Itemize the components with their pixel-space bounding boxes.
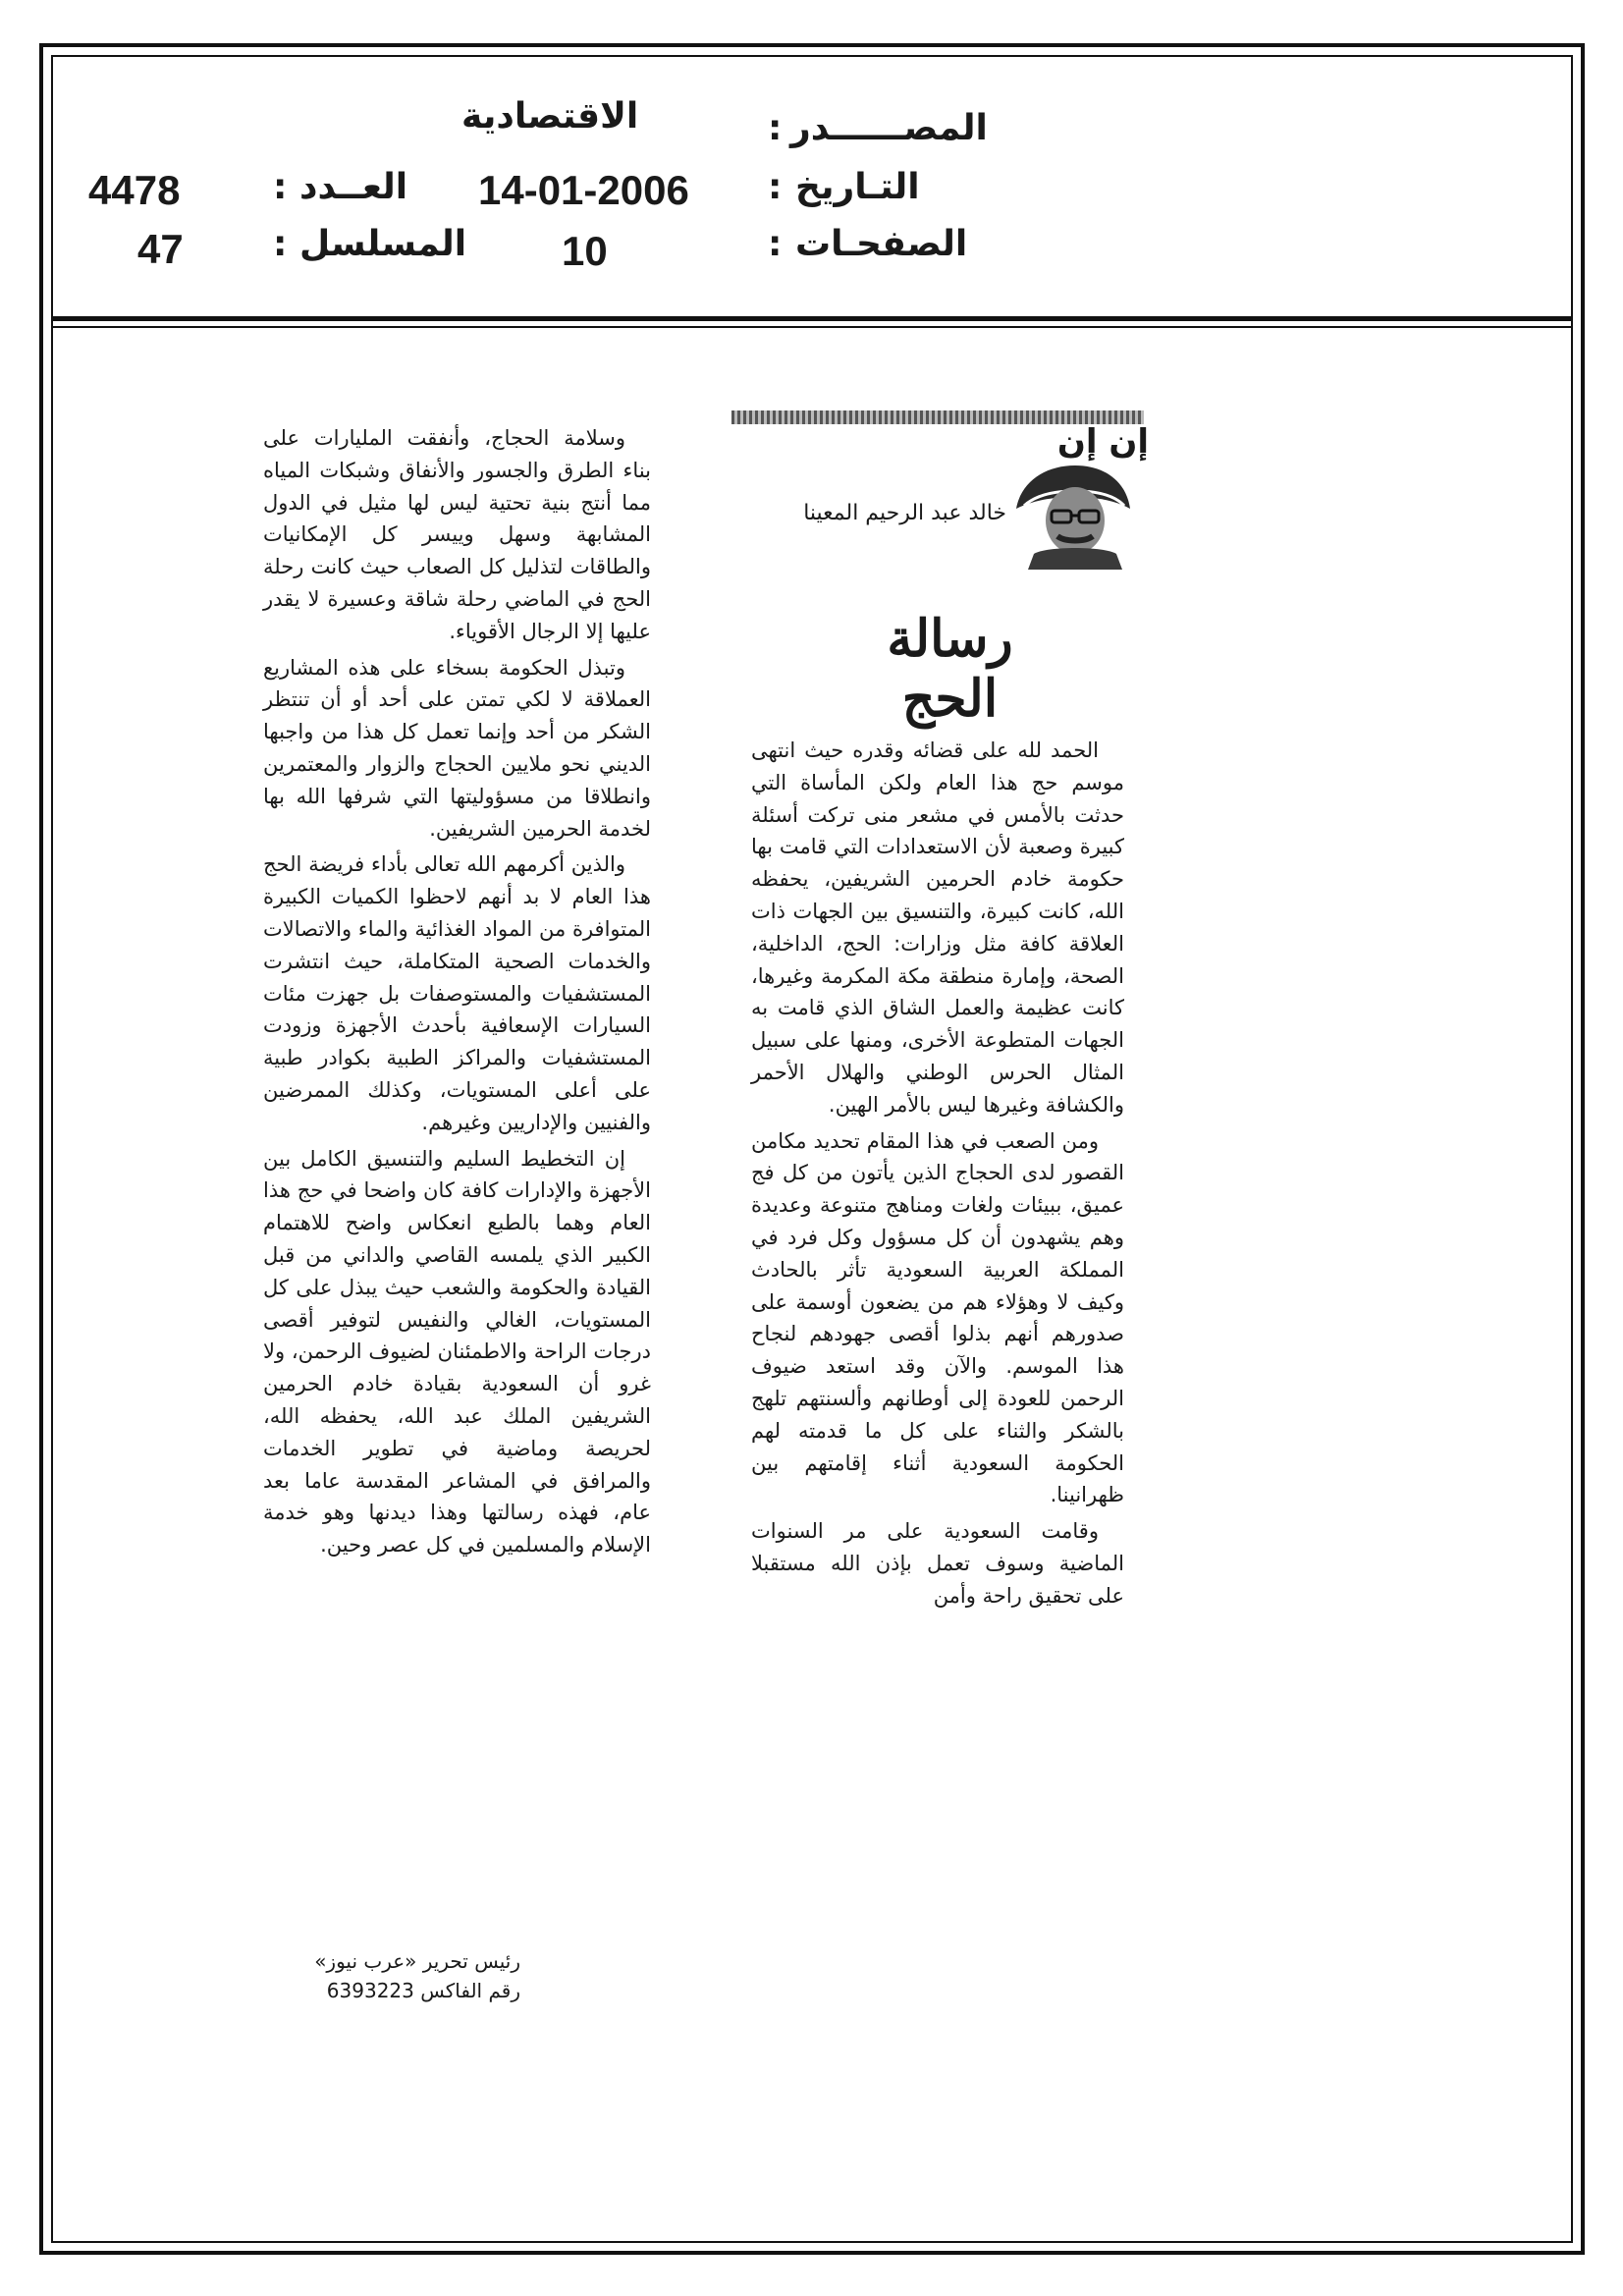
header-divider (51, 316, 1573, 321)
source-colon: : (768, 108, 783, 148)
paragraph: ومن الصعب في هذا المقام تحديد مكامن القصور لدى الحجاج الذين يأتون من كل فج عميق، ببيئات ولغات ومناهج متنوعة وعديدة وهم يشهدون أن كل مسؤول وكل فرد في المملكة العربية السعودية تأثر بالحادث وكيف لا وهؤلاء هم من يضعون أوسمة على صدورهم أنهم بذلوا أقصى جهودهم لنجاح هذا الموسم. والآن وقد استعد ضيوف الرحمن للعودة إلى أوطانهم وألسنتهم تلهج بالشكر والثناء على كل ما قدمته لهم الحكومة السعودية أثناء إقامتهم بين ظهرانينا. (751, 1128, 1124, 1507)
paragraph: إن التخطيط السليم والتنسيق الكامل بين الأجهزة والإدارات كافة كان واضحا في حج هذا العام وهما بالطبع انعكاس واضح للاهتمام الكبير الذي يلمسه القاصي والداني من قبل القيادة والحكومة والشعب حيث يبذل على كل المستويات، الغالي والنفيس لتوفير أقصى درجات الراحة والاطمئنان لضيوف الرحمن، ولا غرو أن السعودية بقيادة خادم الحرمين الشريفين الملك عبد الله، يحفظه الله، لحريصة وماضية في تطوير الخدمات والمرافق في المشاعر المقدسة عاما بعد عام، فهذه رسالتها وهذا ديدنها وهو خدمة الإسلام والمسلمين في كل عصر وحين. (263, 1146, 651, 1558)
source-label: المصــــــدر (790, 108, 988, 148)
author-title: رئيس تحرير «عرب نيوز» (314, 1949, 520, 1973)
column-kicker: إن إن (1056, 422, 1149, 462)
pages-label: الصفحـات (795, 224, 968, 264)
serial-value: 47 (137, 226, 184, 272)
date-colon: : (768, 167, 783, 207)
issue-label: العــدد (299, 167, 408, 207)
author-byline: خالد عبد الرحيم المعينا (803, 501, 1006, 525)
source-value: الاقتصادية (461, 96, 639, 137)
issue-value: 4478 (88, 167, 181, 213)
paragraph: وسلامة الحجاج، وأنفقت المليارات على بناء الطرق والجسور والأنفاق وشبكات المياه مما أنتج بنية تحتية ليس لها مثيل في الدول المشابهة وسهل وييسر كل الإمكانيات والطاقات لتذليل كل الصعاب حيث كانت رحلة الحج في الماضي رحلة شاقة وعسيرة لا يقدر عليها إلا الرجال الأقوياء. (263, 426, 651, 643)
date-value: 14-01-2006 (478, 167, 689, 213)
paragraph: وتبذل الحكومة بسخاء على هذه المشاريع العملاقة لا لكي تمتن على أحد أو أن تنتظر الشكر من أحد وإنما تعمل كل هذا من واجبها الديني نحو ملايين الحجاج والزوار والمعتمرين وانطلاقا من مسؤوليتها التي شرفها الله بها لخدمة الحرمين الشريفين. (263, 655, 651, 841)
issue-colon: : (273, 167, 288, 207)
date-label: التـاريخ (795, 167, 920, 207)
fax-number: رقم الفاكس 6393223 (326, 1979, 520, 2002)
paragraph: وقامت السعودية على مر السنوات الماضية وسوف تعمل بإذن الله مستقبلا على تحقيق راحة وأمن (751, 1519, 1124, 1608)
paragraph: الحمد لله على قضائه وقدره حيث انتهى موسم حج هذا العام ولكن المأساة التي حدثت بالأمس في مشعر منى تركت أسئلة كبيرة وصعبة لأن الاستعدادات التي قامت بها حكومة خادم الحرمين الشريفين، يحفظه الله، كانت كبيرة، والتنسيق بين الجهات ذات العلاقة كافة مثل وزارات: الحج، الداخلية، الصحة، وإمارة منطقة مكة المكرمة وغيرها، كانت عظيمة والعمل الشاق الذي قامت به الجهات المتطوعة الأخرى، ومنها على سبيل المثال الحرس الوطني والهلال الأحمر والكشافة وغيرها ليس بالأمر الهين. (751, 738, 1124, 1117)
pages-colon: : (768, 224, 783, 264)
header-divider-thin (51, 326, 1573, 328)
pages-value: 10 (562, 228, 608, 274)
serial-label: المسلسل (299, 224, 467, 264)
article-headline: رسالة الحج (887, 609, 1013, 729)
article-column-left (263, 422, 651, 1565)
serial-colon: : (273, 224, 288, 264)
author-photo (1006, 452, 1139, 570)
paragraph: والذين أكرمهم الله تعالى بأداء فريضة الحج هذا العام لا بد أنهم لاحظوا الكميات الكبيرة المتوافرة من المواد الغذائية والماء والاتصالات والخدمات الصحية المتكاملة، حيث انتشرت المستشفيات والمستوصفات بل جهزت مئات السيارات الإسعافية بأحدث الأجهزة وزودت المستشفيات والمراكز الطبية بكوادر طبية على أعلى المستويات، وكذلك الممرضين والفنيين والإداريين وغيرهم. (263, 852, 651, 1134)
article-column-right (751, 735, 1124, 1616)
